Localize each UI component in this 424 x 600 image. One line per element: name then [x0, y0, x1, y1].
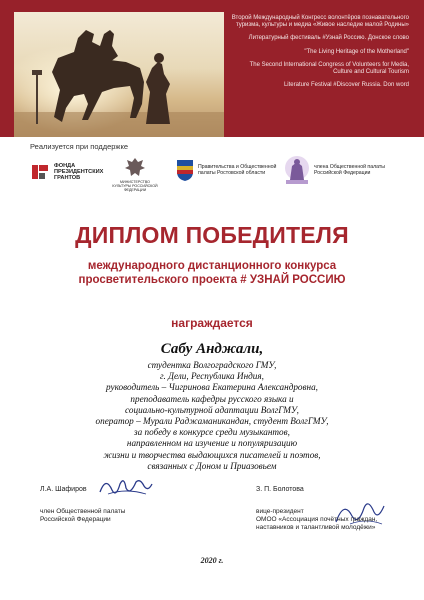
monument-photo	[14, 12, 224, 137]
right-signer-name: З. П. Болотова	[256, 486, 304, 493]
body-line: руководитель – Чигринова Екатерина Александровна,	[106, 382, 318, 393]
header-banner	[0, 0, 424, 137]
header-text-block	[231, 15, 409, 95]
diploma-subtitle	[20, 259, 404, 287]
header-line: Второй Международный Конгресс волонтёров познавательного туризма, культуры и медиа «Живое наследие малой Родины»	[231, 15, 409, 29]
right-title-line: наставников и талантливой молодёжи»	[256, 524, 376, 531]
fund-icon	[30, 162, 50, 182]
ministry-logo	[112, 156, 158, 192]
fund-logo	[30, 162, 106, 182]
sponsor-logos	[0, 152, 424, 200]
rostov-logo-text: Правительства и Общественной палаты Ростовской области	[198, 164, 277, 176]
left-signer-title	[40, 508, 125, 524]
subtitle-line: просветительского проекта # УЗНАЙ РОССИЮ	[78, 274, 346, 286]
ministry-logo-text: МИНИСТЕРСТВО КУЛЬТУРЫ РОССИЙСКОЙ ФЕДЕРАЦИИ	[112, 180, 158, 192]
awarded-label: награждается	[171, 316, 253, 330]
header-line: Литературный фестиваль #Узнай Россию. Донское слово	[248, 35, 409, 42]
body-line: связанных с Доном и Приазовьем	[147, 460, 277, 471]
rostov-logo	[176, 158, 278, 182]
body-line: социально-культурной адаптации ВолгГМУ,	[125, 404, 299, 415]
rostov-coat-of-arms-icon	[176, 158, 194, 182]
body-line: оператор – Мурали Раджаманикандан, студент ВолгГМУ,	[95, 416, 329, 427]
left-title-line: член Общественной палаты	[40, 508, 126, 515]
body-line: г. Дели, Республика Индия,	[160, 371, 264, 382]
fund-logo-text: ФОНДА ПРЕЗИДЕНТСКИХ ГРАНТОВ	[54, 163, 104, 181]
right-title-line: ОМОО «Ассоциация почётных граждан,	[256, 516, 378, 523]
chamber-logo-text: члена Общественной палаты Российской Федерации	[314, 164, 386, 176]
subtitle-line: международного дистанционного конкурса	[87, 260, 337, 272]
right-title-line: вице-президент	[256, 508, 304, 515]
eagle-emblem-icon	[124, 156, 146, 180]
diploma-year: 2020 г.	[200, 556, 224, 565]
body-line: за победу в конкурсе среди музыкантов,	[134, 427, 290, 438]
diploma-body	[40, 360, 384, 472]
chamber-logo	[282, 154, 406, 186]
left-title-line: Российской Федерации	[40, 516, 111, 523]
left-signer-name: Л.А. Шафиров	[40, 486, 87, 493]
diploma-title: ДИПЛОМ ПОБЕДИТЕЛЯ	[75, 222, 349, 248]
chamber-emblem-icon	[282, 154, 312, 186]
header-line: "The Living Heritage of the Motherland"	[304, 48, 409, 55]
body-line: студентка Волгоградского ГМУ,	[147, 360, 277, 370]
recipient-name: Сабу Анджали,	[160, 341, 264, 357]
support-label: Реализуется при поддержке	[30, 142, 128, 151]
body-line: жизни и творчества выдающихся писателей и поэтов,	[103, 449, 321, 460]
body-line: преподаватель кафедры русского языка и	[130, 393, 294, 404]
body-line: направленном на изучение и популяризацию	[126, 438, 298, 449]
header-line: Literature Festival #Discover Russia. Don word	[283, 82, 409, 89]
left-signature-image	[96, 474, 156, 500]
horse-monument-image	[14, 12, 224, 137]
header-line: The Second International Congress of Volunteers for Media, Culture and Cultural Tourism	[249, 61, 409, 76]
right-signer-title	[256, 508, 406, 532]
